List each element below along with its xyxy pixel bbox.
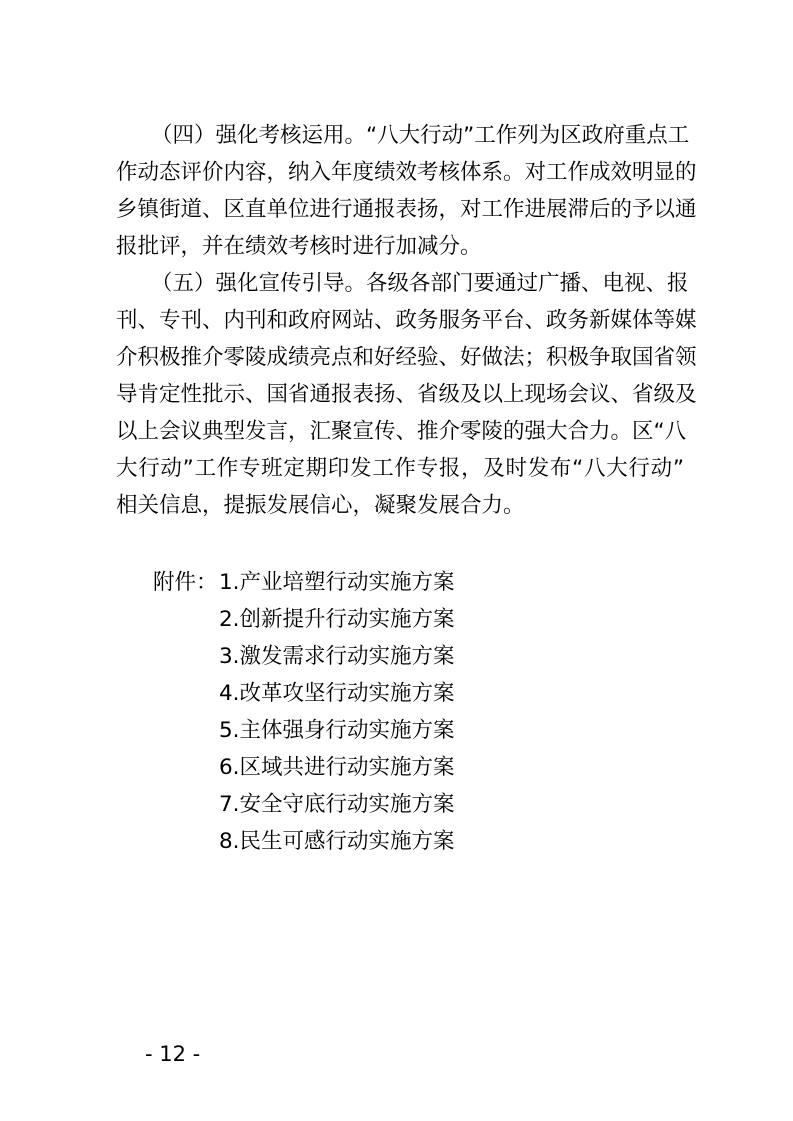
- paragraph-line: 介积极推介零陵成绩亮点和好经验、好做法；积极争取国省领: [116, 345, 697, 370]
- attachment-item: 1.产业培塑行动实施方案: [219, 570, 455, 595]
- attachment-item: 6.区域共进行动实施方案: [219, 755, 455, 780]
- paragraph-line: 大行动”工作专班定期印发工作专报，及时发布“八大行动”: [116, 456, 684, 481]
- attachment-item: 4.改革攻坚行动实施方案: [219, 681, 455, 706]
- attachment-item: 2.创新提升行动实施方案: [219, 607, 455, 632]
- paragraph-line: 报批评，并在绩效考核时进行加减分。: [116, 234, 482, 259]
- attachment-item: 5.主体强身行动实施方案: [219, 718, 455, 743]
- attachments-label: 附件：: [153, 570, 218, 595]
- paragraph-line: 导肯定性批示、国省通报表扬、省级及以上现场会议、省级及: [116, 382, 697, 407]
- attachment-item: 3.激发需求行动实施方案: [219, 644, 455, 669]
- paragraph-line: 刊、专刊、内刊和政府网站、政务服务平台、政务新媒体等媒: [116, 308, 697, 333]
- paragraph-line: 相关信息，提振发展信心，凝聚发展合力。: [116, 493, 525, 518]
- paragraph-line: 作动态评价内容，纳入年度绩效考核体系。对工作成效明显的: [116, 160, 697, 185]
- page-number: - 12 -: [145, 1042, 201, 1066]
- paragraph-line: 以上会议典型发言，汇聚宣传、推介零陵的强大合力。区“八: [116, 419, 687, 444]
- paragraph-line: （五）强化宣传引导。各级各部门要通过广播、电视、报: [151, 271, 689, 296]
- paragraph-line: 乡镇街道、区直单位进行通报表扬，对工作进展滞后的予以通: [116, 197, 697, 222]
- attachment-item: 7.安全守底行动实施方案: [219, 792, 455, 817]
- paragraph-line: （四）强化考核运用。“八大行动”工作列为区政府重点工: [151, 123, 690, 148]
- attachment-item: 8.民生可感行动实施方案: [219, 829, 455, 854]
